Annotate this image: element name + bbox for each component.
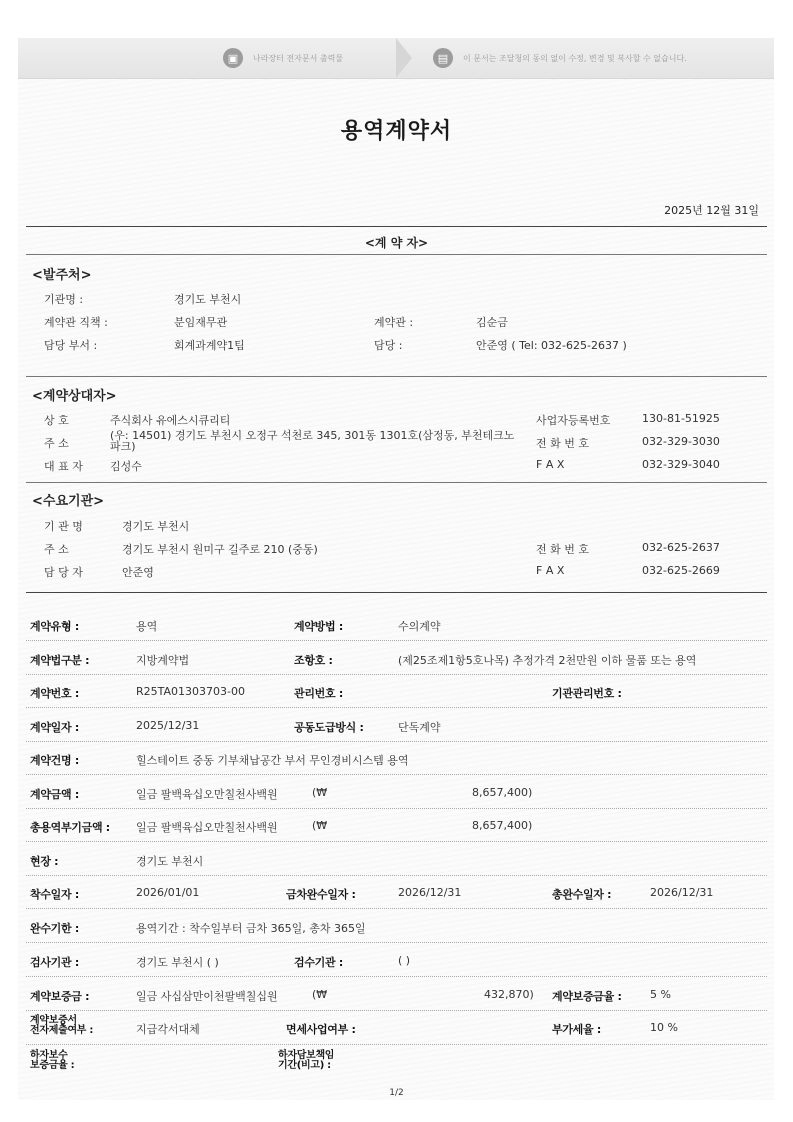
inspection-agency-label: 검사기관 : (30, 956, 79, 969)
contract-amount-label: 계약금액 : (30, 788, 79, 801)
deadline: 용역기간 : 착수일부터 금차 365일, 총차 365일 (136, 922, 366, 935)
counterparty-tel: 032-329-3030 (642, 435, 720, 448)
demander-person-label: 담 당 자 (44, 566, 83, 579)
orderer-dept-label: 담당 부서 : (44, 339, 98, 352)
joint-contract-label: 공동도급방식 : (294, 721, 364, 734)
row-divider (26, 1010, 767, 1011)
contract-law-label: 계약법구분 : (30, 654, 90, 667)
contract-date-label: 계약일자 : (30, 721, 79, 734)
contractors-heading: <계 약 자> (364, 236, 429, 250)
agency-management-no-label: 기관관리번호 : (552, 687, 622, 700)
contract-date: 2025/12/31 (136, 719, 200, 732)
total-amount: 8,657,400) (472, 819, 533, 832)
deposit-amount: 432,870) (484, 988, 534, 1001)
demander-fax-label: F A X (536, 564, 565, 577)
tax-free-label: 면세사업여부 : (286, 1023, 356, 1036)
counterparty-ceo: 김성수 (110, 460, 142, 473)
counterparty-tel-label: 전 화 번 호 (536, 437, 589, 450)
deadline-label: 완수기한 : (30, 922, 79, 935)
total-end-date-label: 총완수일자 : (552, 888, 612, 901)
orderer-person: 안준영 ( Tel: 032-625-2637 ) (476, 339, 627, 352)
total-end-date: 2026/12/31 (650, 886, 714, 899)
orderer-officer-title-label: 계약관 직책 : (44, 316, 108, 329)
divider (26, 376, 767, 377)
contract-clause: (제25조제1항5호나목) 추정가격 2천만원 이하 물품 또는 용역 (398, 654, 697, 667)
deposit-submit: 지급각서대체 (136, 1023, 200, 1036)
counterparty-ceo-label: 대 표 자 (44, 460, 83, 473)
page-number: 1/2 (389, 1088, 404, 1098)
total-amount-currency: (₩ (312, 819, 328, 832)
divider (26, 254, 767, 255)
printer-icon: ▤ (433, 48, 453, 68)
demander-person: 안준영 (122, 566, 154, 579)
row-divider (26, 741, 767, 742)
deposit-rate-label: 계약보증금율 : (552, 990, 622, 1003)
row-divider (26, 707, 767, 708)
counterparty-company-label: 상 호 (44, 414, 69, 427)
divider (26, 482, 767, 483)
divider (26, 226, 767, 227)
contract-method-label: 계약방법 : (294, 620, 343, 633)
document-date: 2025년 12월 31일 (664, 204, 759, 217)
inspection-agency: 경기도 부천시 ( ) (136, 956, 219, 969)
defect-deposit-rate-label: 하자보수 보증금율 : (30, 1050, 75, 1071)
contract-name: 힐스테이트 중동 기부채납공간 부서 무인경비시스템 용역 (136, 754, 409, 767)
vat-rate-label: 부가세율 : (552, 1023, 601, 1036)
defect-liability-label: 하자담보책임 기간(비고) : (278, 1050, 335, 1071)
orderer-person-label: 담당 : (374, 339, 403, 352)
orderer-officer-label: 계약관 : (374, 316, 414, 329)
contract-type: 용역 (136, 620, 158, 633)
contract-method: 수의계약 (398, 620, 441, 633)
counterparty-address: (우: 14501) 경기도 부천시 오정구 석천로 345, 301동 1301호(삼정동, 부천테크노파크) (110, 429, 515, 453)
demander-heading: <수요기관> (32, 494, 105, 509)
header-left-text: 나라장터 전자문서 출력물 (253, 53, 344, 63)
contract-clause-label: 조항호 : (294, 654, 333, 667)
this-end-date: 2026/12/31 (398, 886, 462, 899)
contract-no-label: 계약번호 : (30, 687, 79, 700)
document-icon: ▣ (223, 48, 243, 68)
demander-address-label: 주 소 (44, 543, 69, 556)
demander-fax: 032-625-2669 (642, 564, 720, 577)
counterparty-address-label: 주 소 (44, 437, 69, 450)
row-divider (26, 875, 767, 876)
contract-amount: 8,657,400) (472, 786, 533, 799)
total-amount-words: 일금 팔백육십오만칠천사백원 (136, 821, 278, 834)
counterparty-bizno: 130-81-51925 (642, 412, 720, 425)
contract-amount-words: 일금 팔백육십오만칠천사백원 (136, 788, 278, 801)
row-divider (26, 1044, 767, 1045)
management-no-label: 관리번호 : (294, 687, 343, 700)
row-divider (26, 841, 767, 842)
orderer-officer: 김순금 (476, 316, 508, 329)
header-divider (396, 38, 412, 78)
orderer-officer-title: 분임재무관 (174, 316, 228, 329)
contract-type-label: 계약유형 : (30, 620, 79, 633)
header-right-text: 이 문서는 조달청의 동의 없이 수정, 변경 및 복사할 수 없습니다. (463, 53, 687, 63)
orderer-heading: <발주처> (32, 268, 92, 283)
this-end-date-label: 금차완수일자 : (286, 888, 356, 901)
contract-amount-currency: (₩ (312, 786, 328, 799)
contract-law: 지방계약법 (136, 654, 190, 667)
orderer-dept: 회계과계약1팀 (174, 339, 245, 352)
site: 경기도 부천시 (136, 855, 204, 868)
demander-tel: 032-625-2637 (642, 541, 720, 554)
counterparty-heading: <계약상대자> (32, 389, 117, 404)
deposit-words: 일금 사십삼만이천팔백칠십원 (136, 990, 278, 1003)
deposit-currency: (₩ (312, 988, 328, 1001)
demander-address: 경기도 부천시 원미구 길주로 210 (중동) (122, 543, 318, 556)
counterparty-bizno-label: 사업자등록번호 (536, 414, 611, 427)
total-amount-label: 총용역부기금액 : (30, 821, 110, 834)
site-label: 현장 : (30, 855, 59, 868)
contract-name-label: 계약건명 : (30, 754, 79, 767)
document-title: 용역계약서 (340, 119, 453, 144)
counterparty-company: 주식회사 유에스시큐리티 (110, 414, 231, 427)
divider (26, 592, 767, 593)
document-header-bar (18, 38, 774, 79)
row-divider (26, 942, 767, 943)
row-divider (26, 808, 767, 809)
joint-contract: 단독계약 (398, 721, 441, 734)
contract-no: R25TA01303703-00 (136, 685, 245, 698)
row-divider (26, 640, 767, 641)
row-divider (26, 674, 767, 675)
demander-agency-label: 기 관 명 (44, 520, 83, 533)
demander-tel-label: 전 화 번 호 (536, 543, 589, 556)
demander-agency: 경기도 부천시 (122, 520, 190, 533)
start-date: 2026/01/01 (136, 886, 200, 899)
orderer-agency-label: 기관명 : (44, 293, 84, 306)
acceptance-agency: ( ) (398, 954, 411, 967)
vat-rate: 10 % (650, 1021, 678, 1034)
start-date-label: 착수일자 : (30, 888, 79, 901)
counterparty-fax-label: F A X (536, 458, 565, 471)
row-divider (26, 774, 767, 775)
orderer-agency: 경기도 부천시 (174, 293, 242, 306)
acceptance-agency-label: 검수기관 : (294, 956, 343, 969)
counterparty-fax: 032-329-3040 (642, 458, 720, 471)
deposit-rate: 5 % (650, 988, 671, 1001)
row-divider (26, 976, 767, 977)
deposit-label: 계약보증금 : (30, 990, 90, 1003)
row-divider (26, 908, 767, 909)
deposit-submit-label: 계약보증서 전자제출여부 : (30, 1015, 94, 1036)
